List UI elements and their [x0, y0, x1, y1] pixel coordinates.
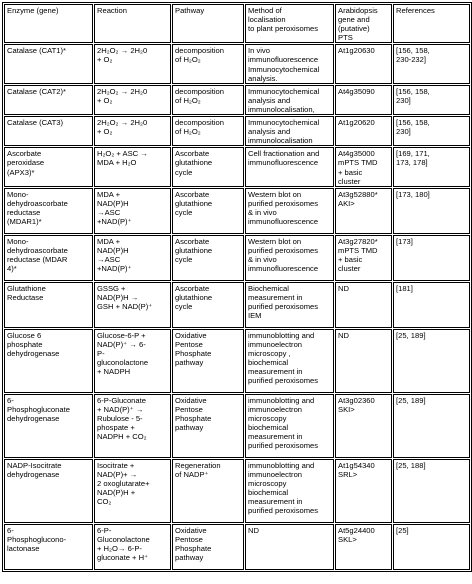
reaction-cell: MDA + NAD(P)H →ASC +NAD(P)⁺ [94, 235, 171, 281]
enzyme-cell: Catalase (CAT1)* [4, 44, 93, 83]
reaction-cell: 2H₂O₂ → 2H₂0 + O₂ [94, 85, 171, 115]
enzyme-cell: Ascorbate peroxidase (APX3)* [4, 147, 93, 186]
method-cell: immunoblotting and immunoelectron microscopy , biochemical measurement in purified peroxisomes [245, 329, 334, 393]
references-cell: [169, 171, 173, 178] [393, 147, 470, 186]
pathway-cell: Ascorbate glutathione cycle [172, 147, 244, 186]
table-row [4, 147, 470, 186]
pathway-cell: Regeneration of NADP⁺ [172, 459, 244, 523]
reaction-cell: 2H₂O₂ → 2H₂0 + O₂ [94, 44, 171, 83]
references-cell: [181] [393, 282, 470, 328]
enzyme-cell: Glucose 6 phosphate dehydrogenase [4, 329, 93, 393]
enzyme-cell: Mono- dehydroascorbate reductase (MDAR 4)* [4, 235, 93, 281]
table-row [4, 85, 470, 115]
enzyme-cell: 6- Phosphogluconate dehydrogenase [4, 394, 93, 458]
method-cell: Biochemical measurement in purified peroxisomes IEM [245, 282, 334, 328]
pathway-cell: Ascorbate glutathione cycle [172, 188, 244, 234]
gene-cell: At3g52880* AKI> [335, 188, 392, 234]
pathway-cell: Oxidative Pentose Phosphate pathway [172, 524, 244, 570]
reaction-cell: 6-P- Gluconolactone + H₂O→ 6-P- gluconate + H⁺ [94, 524, 171, 570]
references-cell: [25, 188] [393, 459, 470, 523]
pathway-cell: decomposition of H₂O₂ [172, 116, 244, 146]
pathway-cell: decomposition of H₂O₂ [172, 85, 244, 115]
gene-cell: At1g20630 [335, 44, 392, 83]
header-gene: Arabidopsis gene and (putative) PTS [335, 4, 392, 43]
references-cell: [156, 158, 230] [393, 85, 470, 115]
pathway-cell: Oxidative Pentose Phosphate pathway [172, 394, 244, 458]
header-method: Method of localisation to plant peroxisomes [245, 4, 334, 43]
table-row [4, 44, 470, 83]
pathway-cell: Ascorbate glutathione cycle [172, 235, 244, 281]
enzyme-cell: NADP-Isocitrate dehydrogenase [4, 459, 93, 523]
method-cell: immunoblotting and immunoelectron microscopy biochemical measurement in purified peroxisomes [245, 459, 334, 523]
gene-cell: At1g54340 SRL> [335, 459, 392, 523]
method-cell: ND [245, 524, 334, 570]
gene-cell: ND [335, 329, 392, 393]
gene-cell: At3g02360 SKI> [335, 394, 392, 458]
table-row [4, 188, 470, 234]
table-row [4, 394, 470, 458]
method-cell: In vivo immunofluorescence Immunocytochemical analysis. [245, 44, 334, 83]
enzyme-cell: Glutathione Reductase [4, 282, 93, 328]
references-cell: [173, 180] [393, 188, 470, 234]
pathway-cell: Ascorbate glutathione cycle [172, 282, 244, 328]
pathway-cell: decomposition of H₂O₂ [172, 44, 244, 83]
enzyme-cell: Catalase (CAT3) [4, 116, 93, 146]
reaction-cell: GSSG + NAD(P)H → GSH + NAD(P)⁺ [94, 282, 171, 328]
references-cell: [156, 158, 230] [393, 116, 470, 146]
reaction-cell: 6-P-Gluconate + NAD(P)⁺ → Rubulose - 5- phospate + NADPH + CO₂ [94, 394, 171, 458]
references-cell: [173] [393, 235, 470, 281]
enzyme-cell: Catalase (CAT2)* [4, 85, 93, 115]
method-cell: Cell fractionation and immunofluorescence [245, 147, 334, 186]
reaction-cell: H₂O₂ + ASC → MDA + H₂O [94, 147, 171, 186]
pathway-cell: Oxidative Pentose Phosphate pathway [172, 329, 244, 393]
table-header-row [4, 4, 470, 43]
reaction-cell: Glucose-6-P + NAD(P)⁺ → 6- P- gluconolactone + NADPH [94, 329, 171, 393]
table-row [4, 116, 470, 146]
table-row [4, 282, 470, 328]
method-cell: Immunocytochemical analysis and immunolocalisation, [245, 85, 334, 115]
enzyme-cell: Mono- dehydroascorbate reductase (MDAR1)* [4, 188, 93, 234]
reaction-cell: Isocitrate + NAD(P)+ → 2 oxoglutarate+ NAD(P)H + CO₂ [94, 459, 171, 523]
gene-cell: At4g35090 [335, 85, 392, 115]
table-row [4, 235, 470, 281]
header-enzyme: Enzyme (gene) [4, 4, 93, 43]
enzyme-cell: 6- Phosphoglucono- lactonase [4, 524, 93, 570]
reaction-cell: 2H₂O₂ → 2H₂0 + O₂ [94, 116, 171, 146]
gene-cell: At4g35000 mPTS TMD + basic cluster [335, 147, 392, 186]
method-cell: Western blot on purified peroxisomes & in vivo immunofluorescence [245, 235, 334, 281]
method-cell: Immunocytochemical analysis and immunolocalisation [245, 116, 334, 146]
header-pathway: Pathway [172, 4, 244, 43]
references-cell: [25] [393, 524, 470, 570]
reaction-cell: MDA + NAD(P)H →ASC +NAD(P)⁺ [94, 188, 171, 234]
header-reaction: Reaction [94, 4, 171, 43]
references-cell: [156, 158, 230-232] [393, 44, 470, 83]
references-cell: [25, 189] [393, 394, 470, 458]
gene-cell: At1g20620 [335, 116, 392, 146]
table-row [4, 459, 470, 523]
table-row [4, 329, 470, 393]
references-cell: [25, 189] [393, 329, 470, 393]
enzyme-table [2, 2, 472, 572]
gene-cell: At5g24400 SKL> [335, 524, 392, 570]
gene-cell: At3g27820* mPTS TMD + basic cluster [335, 235, 392, 281]
method-cell: immunoblotting and immunoelectron microscopy biochemical measurement in purified peroxisomes [245, 394, 334, 458]
header-references: References [393, 4, 470, 43]
gene-cell: ND [335, 282, 392, 328]
table-row [4, 524, 470, 570]
method-cell: Western blot on purified peroxisomes & in vivo immunofluorescence [245, 188, 334, 234]
